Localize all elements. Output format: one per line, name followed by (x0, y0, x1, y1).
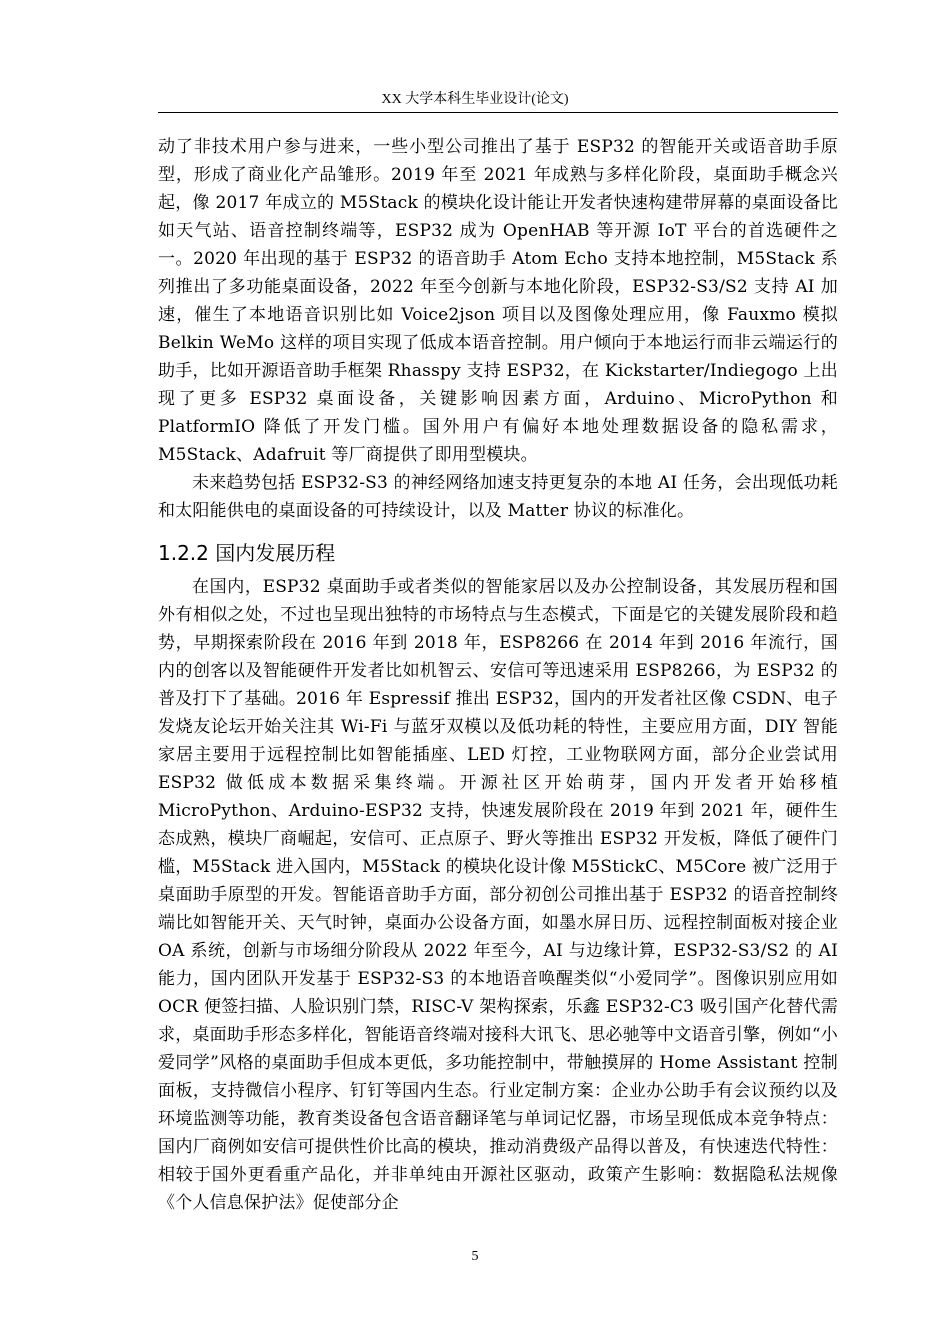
paragraph-domestic-history: 在国内，ESP32 桌面助手或者类似的智能家居以及办公控制设备，其发展历程和国外有相似之处，不过也呈现出独特的市场特点与生态模式，下面是它的关键发展阶段和趋势，早期探索阶段在 2016 年到 2018 年，ESP8266 在 2014 年到 2016 年流行，国内的创客以及智能硬件开发者比如机智云、安信可等迅速采用 ESP8266，为 ESP32 的普及打下了基础。2016 年 Espressif 推出 ESP32，国内的开发者社区像 CSDN、电子发烧友论坛开始关注其 Wi-Fi 与蓝牙双模以及低功耗的特性，主要应用方面，DIY 智能家居主要用于远程控制比如智能插座、LED 灯控，工业物联网方面，部分企业尝试用 ESP32 做低成本数据采集终端。开源社区开始萌芽，国内开发者开始移植 MicroPython、Arduino-ESP32 支持，快速发展阶段在 2019 年到 2021 年，硬件生态成熟，模块厂商崛起，安信可、正点原子、野火等推出 ESP32 开发板，降低了硬件门槛，M5Stack 进入国内，M5Stack 的模块化设计像 M5StickC、M5Core 被广泛用于桌面助手原型的开发。智能语音助手方面，部分初创公司推出基于 ESP32 的语音控制终端比如智能开关、天气时钟，桌面办公设备方面，如墨水屏日历、远程控制面板对接企业 OA 系统，创新与市场细分阶段从 2022 年至今，AI 与边缘计算，ESP32-S3/S2 的 AI 能力，国内团队开发基于 ESP32-S3 的本地语音唤醒类似“小爱同学”。图像识别应用如 OCR 便签扫描、人脸识别门禁，RISC-V 架构探索，乐鑫 ESP32-C3 吸引国产化替代需求，桌面助手形态多样化，智能语音终端对接科大讯飞、思必驰等中文语音引擎，例如“小爱同学”风格的桌面助手但成本更低，多功能控制中，带触摸屏的 Home Assistant 控制面板，支持微信小程序、钉钉等国内生态。行业定制方案：企业办公助手有会议预约以及环境监测等功能，教育类设备包含语音翻译笔与单词记忆器，市场呈现低成本竞争特点：国内厂商例如安信可提供性价比高的模块，推动消费级产品得以普及，有快速迭代特性：相较于国外更看重产品化，并非单纯由开源社区驱动，政策产生影响：数据隐私法规像《个人信息保护法》促使部分企 (158, 577, 839, 1213)
section-heading: 1.2.2 国内发展历程 (158, 541, 336, 565)
header-divider (158, 112, 838, 113)
page-body (158, 133, 838, 1217)
running-header: XX 大学本科生毕业设计(论文) (381, 92, 569, 107)
paragraph-future-trends: 未来趋势包括 ESP32-S3 的神经网络加速支持更复杂的本地 AI 任务，会出现低功耗和太阳能供电的桌面设备的可持续设计，以及 Matter 协议的标准化。 (158, 473, 838, 521)
paragraph-foreign-history-continued: 动了非技术用户参与进来，一些小型公司推出了基于 ESP32 的智能开关或语音助手原型，形成了商业化产品雏形。2019 年至 2021 年成熟与多样化阶段，桌面助手概念兴起，像 2017 年成立的 M5Stack 的模块化设计能让开发者快速构建带屏幕的桌面设备比如天气站、语音控制终端等，ESP32 成为 OpenHAB 等开源 IoT 平台的首选硬件之一。2020 年出现的基于 ESP32 的语音助手 Atom Echo 支持本地控制，M5Stack 系列推出了多功能桌面设备，2022 年至今创新与本地化阶段，ESP32-S3/S2 支持 AI 加速，催生了本地语音识别比如 Voice2json 项目以及图像处理应用，像 Fauxmo 模拟 Belkin WeMo 这样的项目实现了低成本语音控制。用户倾向于本地运行而非云端运行的助手，比如开源语音助手框架 Rhasspy 支持 ESP32，在 Kickstarter/Indiegogo 上出现了更多 ESP32 桌面设备，关键影响因素方面，Arduino、MicroPython 和 PlatformIO 降低了开发门槛。国外用户有偏好本地处理数据设备的隐私需求，M5Stack、Adafruit 等厂商提供了即用型模块。 (158, 137, 838, 465)
page-number: 5 (471, 1249, 479, 1264)
